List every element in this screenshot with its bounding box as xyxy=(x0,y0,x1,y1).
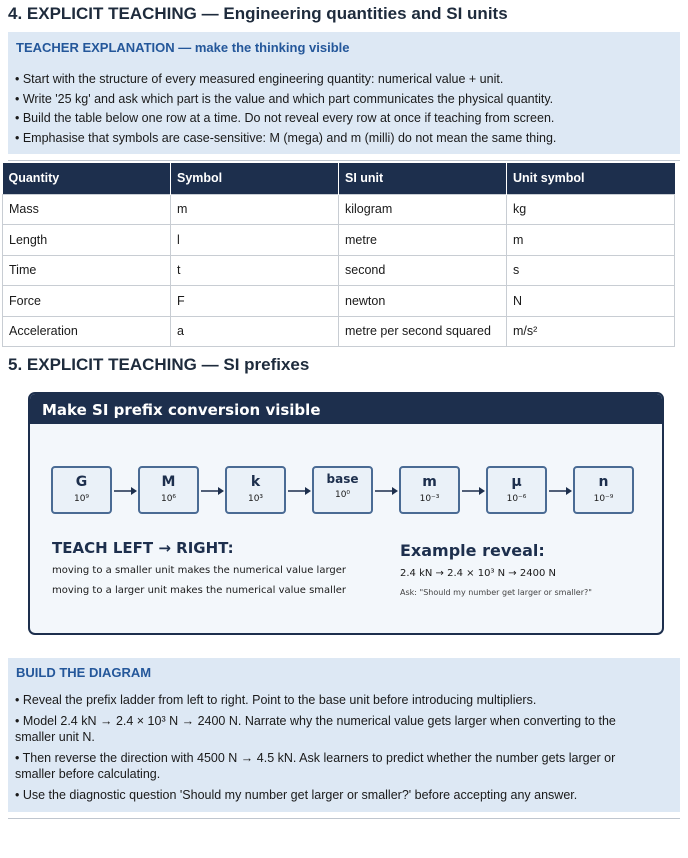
build-diagram-list xyxy=(15,692,655,808)
table-cell: Mass xyxy=(3,194,171,225)
arrow-right-icon xyxy=(461,486,486,496)
table-cell: m/s² xyxy=(507,316,675,347)
table-row xyxy=(3,255,675,286)
table-cell: m xyxy=(507,225,675,256)
prefix-power: 10⁻³ xyxy=(419,494,440,504)
list-item: • Model 2.4 kN → 2.4 × 10³ N → 2400 N. Narrate why the numerical value gets larger when converting to the smaller unit N. xyxy=(15,714,616,744)
prefix-symbol: G xyxy=(75,474,88,490)
arrow-right-icon xyxy=(548,486,573,496)
divider xyxy=(8,818,680,819)
arrow-right-icon xyxy=(374,486,399,496)
prefix-power: 10⁶ xyxy=(160,494,177,504)
example-line: 2.4 kN → 2.4 × 10³ N → 2400 N xyxy=(400,568,556,579)
table-row xyxy=(3,316,675,347)
table-row xyxy=(3,225,675,256)
table-cell: newton xyxy=(339,286,507,317)
table-cell: metre xyxy=(339,225,507,256)
table-cell: a xyxy=(171,316,339,347)
table-cell: N xyxy=(507,286,675,317)
table-row xyxy=(3,286,675,317)
prefix-box-milli xyxy=(399,466,460,514)
table-cell: metre per second squared xyxy=(339,316,507,347)
panel-title: Make SI prefix conversion visible xyxy=(30,394,662,424)
prefix-symbol: k xyxy=(250,474,261,490)
teacher-explanation-box xyxy=(8,32,680,154)
column-header: Symbol xyxy=(171,163,339,194)
table-row xyxy=(3,194,675,225)
prefix-box-giga xyxy=(51,466,112,514)
divider xyxy=(8,160,680,161)
prefix-power: 10⁰ xyxy=(334,490,351,500)
column-header: Quantity xyxy=(3,163,171,194)
arrow-right-icon xyxy=(200,486,225,496)
table-cell: Acceleration xyxy=(3,316,171,347)
list-item: • Reveal the prefix ladder from left to right. Point to the base unit before introducing multipliers. xyxy=(15,693,537,707)
prefix-power: 10⁹ xyxy=(73,494,90,504)
list-item: • Then reverse the direction with 4500 N → 4.5 kN. Ask learners to predict whether the number gets larger or smaller before calculating. xyxy=(15,751,616,781)
list-item: • Emphasise that symbols are case-sensitive: M (mega) and m (milli) do not mean the same thing. xyxy=(15,130,557,145)
table-cell: second xyxy=(339,255,507,286)
prefix-conversion-panel xyxy=(28,392,664,635)
arrow-right-icon xyxy=(113,486,138,496)
teach-line: moving to a larger unit makes the numerical value smaller xyxy=(52,585,346,596)
prefix-box-nano xyxy=(573,466,634,514)
list-item: • Write '25 kg' and ask which part is the value and which part communicates the physical quantity. xyxy=(15,91,554,106)
example-heading: Example reveal: xyxy=(400,541,545,560)
table-cell: s xyxy=(507,255,675,286)
table-cell: Force xyxy=(3,286,171,317)
example-question: Ask: "Should my number get larger or smaller?" xyxy=(400,588,592,597)
prefix-symbol: μ xyxy=(511,474,522,490)
teach-heading: TEACH LEFT → RIGHT: xyxy=(52,539,234,557)
list-item: • Use the diagnostic question 'Should my number get larger or smaller?' before accepting any answer. xyxy=(15,788,578,802)
prefix-box-kilo xyxy=(225,466,286,514)
teacher-explanation-list xyxy=(15,70,556,148)
teacher-explanation-heading: TEACHER EXPLANATION — make the thinking visible xyxy=(16,40,350,55)
arrow-right-icon xyxy=(287,486,312,496)
build-diagram-heading: BUILD THE DIAGRAM xyxy=(16,665,152,680)
table-cell: F xyxy=(171,286,339,317)
prefix-symbol: n xyxy=(598,474,609,490)
table-cell: kilogram xyxy=(339,194,507,225)
table-cell: kg xyxy=(507,194,675,225)
prefix-power: 10⁻⁹ xyxy=(593,494,614,504)
table-cell: l xyxy=(171,225,339,256)
quantities-table xyxy=(2,163,675,347)
prefix-box-base xyxy=(312,466,373,514)
column-header: Unit symbol xyxy=(507,163,675,194)
teach-line: moving to a smaller unit makes the numerical value larger xyxy=(52,565,346,576)
prefix-box-mega xyxy=(138,466,199,514)
prefix-box-micro xyxy=(486,466,547,514)
prefix-power: 10³ xyxy=(247,494,264,504)
prefix-power: 10⁻⁶ xyxy=(506,494,527,504)
list-item: • Start with the structure of every measured engineering quantity: numerical value + unit. xyxy=(15,72,504,86)
table-header-row xyxy=(3,163,675,194)
column-header: SI unit xyxy=(339,163,507,194)
table-cell: t xyxy=(171,255,339,286)
section-4-title: 4. EXPLICIT TEACHING — Engineering quantities and SI units xyxy=(8,4,508,23)
table-cell: m xyxy=(171,194,339,225)
prefix-symbol: M xyxy=(161,474,176,490)
table-cell: Length xyxy=(3,225,171,256)
section-5-title: 5. EXPLICIT TEACHING — SI prefixes xyxy=(8,355,310,374)
table-cell: Time xyxy=(3,255,171,286)
list-item: • Build the table below one row at a time. Do not reveal every row at once if teaching from screen. xyxy=(15,111,555,125)
prefix-symbol: m xyxy=(422,474,437,490)
build-diagram-box xyxy=(8,658,680,812)
prefix-symbol: base xyxy=(326,472,359,486)
